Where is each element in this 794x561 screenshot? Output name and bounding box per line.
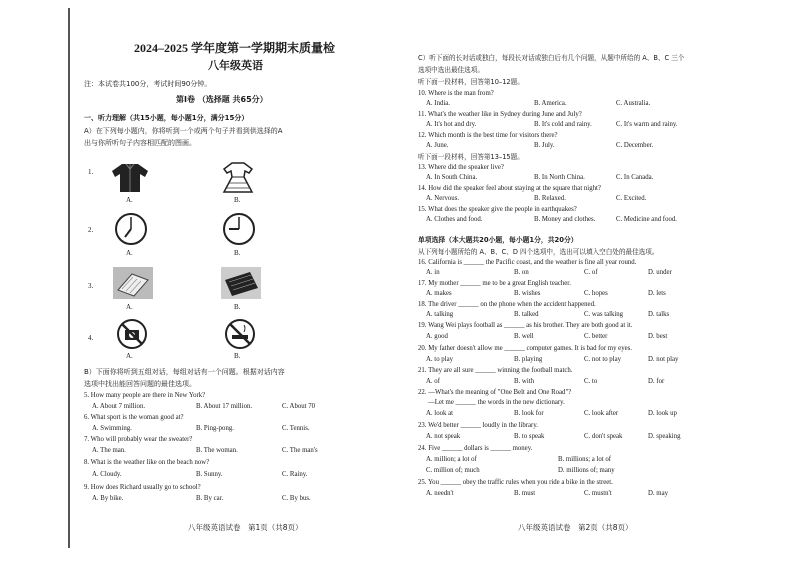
sub-a-instruction-1: A）在下列每小题内，你将听到一个或两个句子并看到供选择的A [84, 127, 283, 135]
option-c: C. of [584, 269, 598, 276]
pic-option-b: B. [234, 249, 241, 257]
clock-nine-image [222, 212, 256, 246]
no-photo-sign-icon [116, 318, 148, 350]
option-b: B. wishes [514, 290, 541, 297]
option-a: A. to play [426, 356, 453, 363]
option-b: B. About 17 million. [196, 403, 253, 410]
question-text: 19. Wang Wei plays football as ______ as his brother. They are both good at it. [418, 322, 633, 329]
option-d: D. best [648, 333, 668, 340]
option-a: A. June. [426, 142, 449, 149]
option-d: D. for [648, 378, 665, 385]
option-c: C. Medicine and food. [616, 216, 677, 223]
option-b: B. July. [534, 142, 555, 149]
option-c: C. The man's [282, 447, 318, 454]
question-text: 17. My mother ______ me to be a great English teacher. [418, 280, 571, 287]
option-c: C. By bus. [282, 495, 311, 502]
option-a: A. Nervous. [426, 195, 460, 202]
option-b: B. Sunny. [196, 471, 223, 478]
exam-note: 注：本试卷共100分，考试时间90分钟。 [84, 80, 212, 88]
question-text: 7. Who will probably wear the sweater? [84, 436, 193, 443]
question-text: 11. What's the weather like in Sydney during June and July? [418, 111, 582, 118]
listen-instruction: 听下面一段材料，回答第13–15题。 [418, 153, 524, 161]
question-text: 25. You ______ obey the traffic rules when you ride a bike in the street. [418, 479, 613, 486]
question-text: 18. The driver ______ on the phone when the accident happened. [418, 301, 596, 308]
pic-item-number: 3. [88, 282, 94, 290]
option-a: A. India. [426, 100, 450, 107]
option-a: A. of [426, 378, 440, 385]
question-text: 14. How did the speaker feel about staying at the square that night? [418, 185, 601, 192]
exam-title: 2024–2025 学年度第一学期期末质量检 [134, 41, 336, 55]
page-footer: 八年级英语试卷 第2页（共8页） [518, 523, 633, 532]
option-c: C. better [584, 333, 608, 340]
option-b: B. with [514, 378, 535, 385]
no-smoking-sign-icon [224, 318, 256, 350]
page-footer: 八年级英语试卷 第1页（共8页） [188, 523, 303, 532]
question-text: 20. My father doesn't allow me ______ computer games. It is bad for my eyes. [418, 345, 632, 352]
option-b: B. Relaxed. [534, 195, 566, 202]
option-b: B. millions; a lot of [558, 456, 612, 463]
option-a: A. Cloudy. [92, 471, 122, 478]
option-a: A. By bike. [92, 495, 124, 502]
question-text: 15. What does the speaker give the people in earthquakes? [418, 206, 577, 213]
option-c: C. not to play [584, 356, 622, 363]
option-a: A. About 7 million. [92, 403, 146, 410]
section-one-heading: 一、听力理解（共15小题，每小题1分，满分15分） [84, 114, 249, 122]
option-d: D. not play [648, 356, 679, 363]
jacket-image [110, 161, 150, 193]
question-text: 13. Where did the speaker live? [418, 164, 504, 171]
section-two-heading: 单项选择（本大题共20小题，每小题1分，共20分） [418, 236, 578, 244]
option-a: A. talking [426, 311, 454, 318]
option-a: A. needn't [426, 490, 454, 497]
option-c: C. mustn't [584, 490, 612, 497]
question-text: 9. How does Richard usually go to school? [84, 484, 201, 491]
option-a: A. The man. [92, 447, 126, 454]
question-text: 12. Which month is the best time for visitors there? [418, 132, 558, 139]
sub-c-instruction-1: C）听下面的长对话或独白，每段长对话或独白后有几个问题，从题中所给的 A、B、C 三个 [418, 54, 685, 62]
option-c: C. Australia. [616, 100, 651, 107]
option-b: B. America. [534, 100, 567, 107]
option-a: A. in [426, 269, 440, 276]
option-c: C. Tennis. [282, 425, 310, 432]
option-b: B. talked [514, 311, 539, 318]
option-d: D. under [648, 269, 672, 276]
option-a: A. In South China. [426, 174, 478, 181]
option-b: B. look for [514, 410, 544, 417]
option-c: C. Rainy. [282, 471, 308, 478]
question-text: 6. What sport is the woman good at? [84, 414, 184, 421]
option-b: B. By car. [196, 495, 224, 502]
option-c: C. Excited. [616, 195, 647, 202]
clock-seven-image [114, 212, 148, 246]
option-a: A. It's hot and dry. [426, 121, 477, 128]
question-text: 10. Where is the man from? [418, 90, 494, 97]
pic-option-b: B. [234, 352, 241, 360]
pic-option-a: A. [126, 249, 133, 257]
option-c: C. December. [616, 142, 654, 149]
option-a: A. Clothes and food. [426, 216, 483, 223]
option-d: D. look up [648, 410, 677, 417]
option-d: D. millions of; many [558, 467, 615, 474]
question-text: 21. They are all sure ______ winning the football match. [418, 367, 573, 374]
keyboard-image [220, 266, 262, 300]
option-d: D. lets [648, 290, 666, 297]
pic-item-number: 4. [88, 334, 94, 342]
question-text: 24. Five ______ dollars is ______ money. [418, 445, 533, 452]
option-a: A. million; a lot of [426, 456, 477, 463]
option-b: B. well [514, 333, 534, 340]
part-one-heading: 第Ⅰ卷 （选择题 共65分） [176, 95, 268, 104]
option-b: B. must [514, 490, 536, 497]
option-b: B. In North China. [534, 174, 585, 181]
option-c: C. look after [584, 410, 619, 417]
exam-subtitle: 八年级英语 [208, 59, 263, 72]
option-c: C. About 70 [282, 403, 316, 410]
listen-instruction: 听下面一段材料，回答第10–12题。 [418, 78, 524, 86]
section-two-instruction: 从下列每小题所给的 A、B、C、D 四个选项中，选出可以填入空白处的最佳选项。 [418, 248, 659, 256]
book-image [112, 266, 154, 300]
sub-b-instruction-1: B）下面你将听到五组对话，每组对话有一个问题。根据对话内容 [84, 368, 285, 376]
question-text: 22. —What's the meaning of "One Belt and One Road"? [418, 389, 572, 396]
sub-c-instruction-2: 选项中选出最佳选项。 [418, 66, 484, 74]
pic-option-b: B. [234, 196, 241, 204]
option-c: C. hopes [584, 290, 608, 297]
option-d: D. speaking [648, 433, 681, 440]
question-text: 16. California is ______ the Pacific coast, and the weather is fine all year round. [418, 259, 637, 266]
option-b: B. The woman. [196, 447, 238, 454]
sub-a-instruction-2: 出与你所听句子内容相匹配的图画。 [84, 139, 196, 147]
option-c: C. don't speak [584, 433, 623, 440]
option-c: C. was talking [584, 311, 624, 318]
dress-image [218, 161, 258, 193]
option-b: B. on [514, 269, 529, 276]
question-text: 5. How many people are there in New York? [84, 392, 206, 399]
option-b: B. Ping-pong. [196, 425, 234, 432]
option-d: D. talks [648, 311, 670, 318]
question-text: 23. We'd better ______ loudly in the library. [418, 422, 538, 429]
pic-item-number: 2. [88, 226, 94, 234]
option-a: A. good [426, 333, 448, 340]
binding-margin-line [68, 8, 70, 548]
option-a: A. not speak [426, 433, 461, 440]
question-text-line2: —Let me ______ the words in the new dictionary. [428, 399, 565, 406]
option-a: A. look at [426, 410, 453, 417]
question-text: 8. What is the weather like on the beach now? [84, 459, 210, 466]
option-b: B. to speak [514, 433, 545, 440]
pic-option-b: B. [234, 303, 241, 311]
option-c: C. to [584, 378, 598, 385]
option-a: A. makes [426, 290, 452, 297]
option-c: C. In Canada. [616, 174, 654, 181]
pic-option-a: A. [126, 196, 133, 204]
option-b: B. It's cold and rainy. [534, 121, 592, 128]
option-b: B. Money and clothes. [534, 216, 596, 223]
pic-option-a: A. [126, 352, 133, 360]
option-a: A. Swimming. [92, 425, 132, 432]
option-c: C. It's warm and rainy. [616, 121, 678, 128]
option-c: C. million of; much [426, 467, 480, 474]
pic-item-number: 1. [88, 168, 94, 176]
option-d: D. may [648, 490, 669, 497]
pic-option-a: A. [126, 303, 133, 311]
sub-b-instruction-2: 选项中找出能回答问题的最佳选项。 [84, 380, 196, 388]
option-b: B. playing [514, 356, 543, 363]
